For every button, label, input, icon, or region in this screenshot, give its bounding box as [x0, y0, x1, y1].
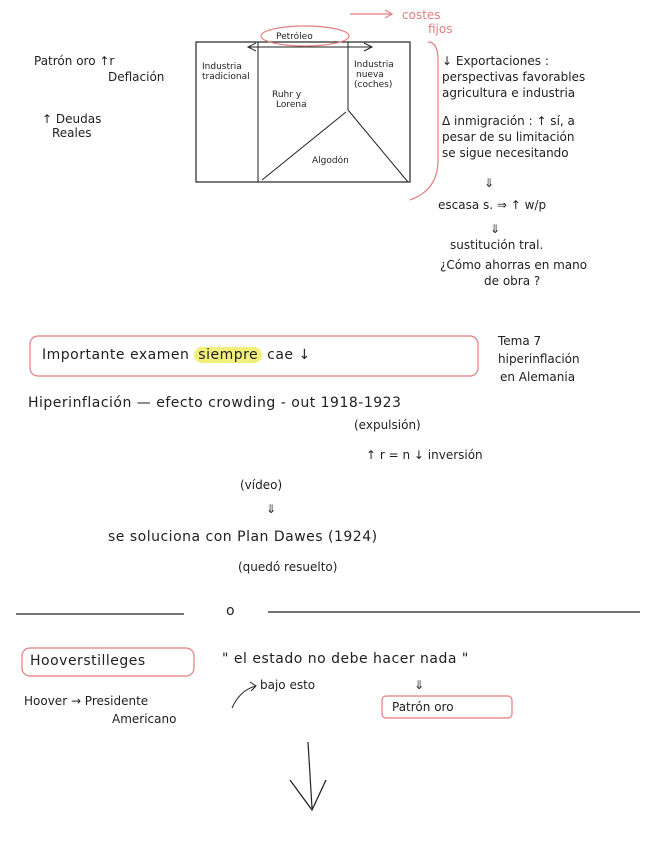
hiperinflacion-line: Hiperinflación — efecto crowding - out 1918-1923	[28, 395, 402, 411]
important-text-before: Importante examen	[42, 347, 190, 363]
note-patron-oro: Patrón oro ↑r	[34, 54, 115, 68]
diagram-left-label-1: Industria	[202, 62, 242, 72]
resuelto-line: (quedó resuelto)	[238, 560, 338, 574]
tema-line-3: en Alemania	[500, 370, 576, 384]
diagram-right-label-1: Industria	[354, 60, 394, 70]
right-arrow-1: ⇓	[484, 176, 495, 190]
note-reales: Reales	[52, 126, 92, 140]
middle-arrow: ⇓	[266, 502, 277, 516]
right-arrow-2: ⇓	[490, 222, 501, 236]
right-line-3: agricultura e industria	[442, 86, 576, 100]
diagram-right-label-3: (coches)	[354, 80, 393, 90]
diagram-diagonal-2	[348, 110, 408, 182]
right-red-bracket	[410, 42, 438, 200]
bajo-label: bajo esto	[260, 678, 316, 692]
hoover-box-text: Hooverstilleges	[30, 653, 146, 669]
quote-text: " el estado no debe hacer nada "	[222, 651, 469, 667]
hoover-line-2: Americano	[112, 712, 177, 726]
expulsion-line: (expulsión)	[354, 418, 421, 432]
right-line-8: sustitución tral.	[450, 238, 544, 252]
right-line-9: ¿Cómo ahorras en mano	[440, 258, 588, 272]
diagram-left-label-2: tradicional	[202, 72, 250, 82]
diagram-diagonal-1	[262, 112, 346, 180]
diagram-bottom-label: Algodón	[312, 156, 349, 166]
highlight-siempre: siempre	[194, 347, 262, 363]
right-line-5: pesar de su limitación	[442, 130, 575, 144]
tema-line-1: Tema 7	[498, 334, 542, 348]
patron-box-text: Patrón oro	[392, 700, 454, 714]
costs-label-1: costes	[402, 8, 441, 22]
diagram-mid-label-2: Lorena	[276, 100, 307, 110]
hoover-line-1: Hoover → Presidente	[24, 694, 149, 708]
costs-label-2: fijos	[428, 22, 453, 36]
right-line-4: Δ inmigración : ↑ sí, a	[442, 114, 575, 128]
divider-mark: o	[226, 603, 236, 619]
note-deflacion: Deflación	[108, 70, 165, 84]
diagram-top-label: Petróleo	[276, 32, 313, 42]
diagram-right-label-2: nueva	[356, 70, 384, 80]
important-text	[42, 348, 311, 362]
bottom-small-arrow: ⇓	[414, 678, 425, 692]
important-text-after: cae ↓	[267, 347, 311, 363]
right-line-7: escasa s. ⇒ ↑ w/p	[438, 198, 547, 212]
right-line-6: se sigue necesitando	[442, 146, 569, 160]
video-line: (vídeo)	[240, 478, 283, 492]
note-deudas: ↑ Deudas	[42, 112, 102, 126]
right-line-2: perspectivas favorables	[442, 70, 586, 84]
plan-dawes-line: se soluciona con Plan Dawes (1924)	[108, 529, 378, 545]
right-line-10: de obra ?	[484, 274, 541, 288]
tema-line-2: hiperinflación	[498, 352, 580, 366]
right-line-1: ↓ Exportaciones :	[442, 54, 549, 68]
long-down-arrow	[308, 742, 312, 808]
inversion-line: ↑ r = n ↓ inversión	[366, 448, 483, 462]
diagram-mid-label-1: Ruhr y	[272, 90, 302, 100]
